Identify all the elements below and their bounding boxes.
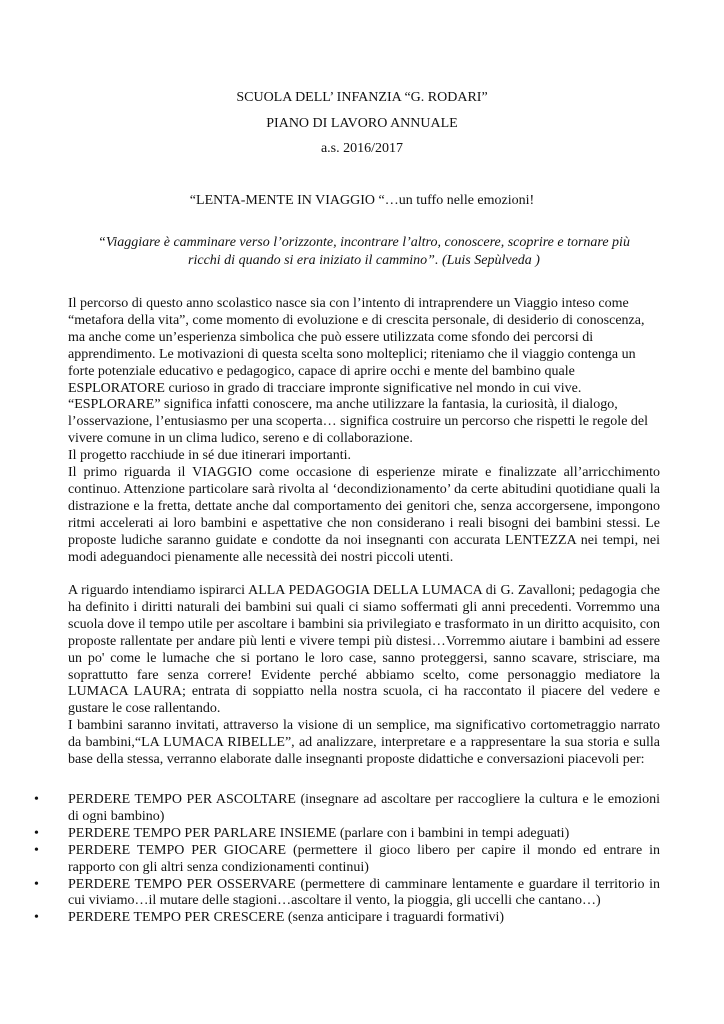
bullet-icon: • <box>34 842 39 858</box>
bullet-icon: • <box>34 825 39 841</box>
paragraph-intro: Il percorso di questo anno scolastico nasce sia con l’intento di intraprendere un Viaggio inteso come “metafora della vita”, come momento di evoluzione e di crescita personale, di desiderio di conoscenza, ma anche come un’esperienza simbolica che può essere utilizzata come sfondo dei percorsi di apprendimento. Le motivazioni di questa scelta sono molteplici; riteniamo che il viaggio contenga un forte potenziale educativo e pedagogico, capace di aprire occhi e mente del bambino quale ESPLORATORE curioso in grado di tracciare impronte significative nel mondo in cui vive. “ESPLORARE” significa infatti conoscere, ma anche utilizzare la fantasia, la curiosità, il dialogo, l’osservazione, l’entusiasmo per una scoperta… significa costruire un percorso che rispetti le regole del vivere comune in un clima ludico, sereno e di collaborazione. <box>68 296 649 447</box>
epigraph-quote <box>90 234 638 270</box>
plan-title: PIANO DI LAVORO ANNUALE <box>266 116 458 131</box>
list-item-text: PERDERE TEMPO PER ASCOLTARE (insegnare ad ascoltare per raccogliere la cultura e le emozioni di ogni bambino) <box>68 792 660 824</box>
bullet-icon: • <box>34 792 39 807</box>
project-title: “LENTA-MENTE IN VIAGGIO “…un tuffo nelle emozioni! <box>189 193 535 208</box>
list-item-text: PERDERE TEMPO PER CRESCERE (senza anticipare i traguardi formativi) <box>68 910 505 926</box>
list-item-text: PERDERE TEMPO PER PARLARE INSIEME (parlare con i bambini in tempi adeguati) <box>68 825 570 841</box>
paragraph-lumaca: A riguardo intendiamo ispirarci ALLA PEDAGOGIA DELLA LUMACA di G. Zavalloni; pedagogia che ha definito i diritti naturali dei bambini sui quali ci siamo soffermati gli anni precedenti. Vorremmo una scuola dove il tempo utile per ascoltare i bambini sia privilegiato e trasformato in un diritto acquisito, con proposte rallentate per andare più lenti e vivere tempi più distesi…Vorremmo aiutare i bambini ad essere un po' come le lumache che si portano le loro case, sanno proteggersi, sanno scavare, strisciare, ma soprattutto fare senza correre! Evidente perché abbiamo scelto, come personaggio mediatore la LUMACA LAURA; entrata di soppiatto nella nostra scuola, ci ha raccontato il piacere del vedere e gustare le cose rallentando. <box>68 583 660 717</box>
body-paragraph-2 <box>68 448 660 465</box>
list-item <box>34 825 660 843</box>
quote-line-2: ricchi di quando si era iniziato il cammino”. (Luis Sepùlveda ) <box>188 253 540 268</box>
body-paragraph-5 <box>68 718 660 769</box>
activity-list <box>34 792 660 927</box>
list-item <box>34 910 660 927</box>
list-item <box>34 876 660 911</box>
school-year: a.s. 2016/2017 <box>320 141 404 156</box>
paragraph-cortometraggio: I bambini saranno invitati, attraverso la visione di un semplice, ma significativo cortometraggio narrato da bambini,“LA LUMACA RIBELLE”, ad analizzare, interpretare e a rappresentare la sua storia e sulla base della stessa, verranno elaborate dalle insegnanti proposte didattiche e conversazioni piacevoli per: <box>68 718 660 767</box>
bullet-icon: • <box>34 876 39 892</box>
body-paragraph-1 <box>68 296 660 448</box>
paragraph-viaggio: Il primo riguarda il VIAGGIO come occasione di esperienze mirate e finalizzate all’arricchimento continuo. Attenzione particolare sarà rivolta al ‘decondizionamento’ da certe abitudini quotidiane quali la distrazione e la fretta, dettate anche dal comportamento dei genitori che, senza accorgersene, impongono ritmi accelerati ai loro bambini e aspettative che non considerano i reali bisogni dei bambini stessi. Le proposte ludiche saranno guidate e condotte da noi insegnanti con accurata LENTEZZA nei tempi, nei modi adeguandoci pienamente alle necessità dei nostri piccoli utenti. <box>68 465 660 565</box>
quote-line-1: “Viaggiare è camminare verso l’orizzonte, incontrare l’altro, conoscere, scoprire e tornare più <box>98 235 630 250</box>
bullet-icon: • <box>34 910 39 926</box>
school-name: SCUOLA DELL’ INFANZIA “G. RODARI” <box>236 90 488 105</box>
list-item-text: PERDERE TEMPO PER OSSERVARE (permettere di camminare lentamente e guardare il territorio in cui viviamo…il mutare delle stagioni…ascoltare il vento, la pioggia, gli uccelli che cantano…) <box>68 876 660 909</box>
list-item <box>34 792 660 826</box>
list-item-text: PERDERE TEMPO PER GIOCARE (permettere il gioco libero per capire il mondo ed entrare in rapporto con gli altri senza condizionamenti continui) <box>68 842 660 875</box>
list-item <box>34 842 660 877</box>
body-paragraph-4 <box>68 583 660 718</box>
paragraph-itineraries: Il progetto racchiude in sé due itinerari importanti. <box>68 448 352 463</box>
body-paragraph-3 <box>68 465 660 566</box>
